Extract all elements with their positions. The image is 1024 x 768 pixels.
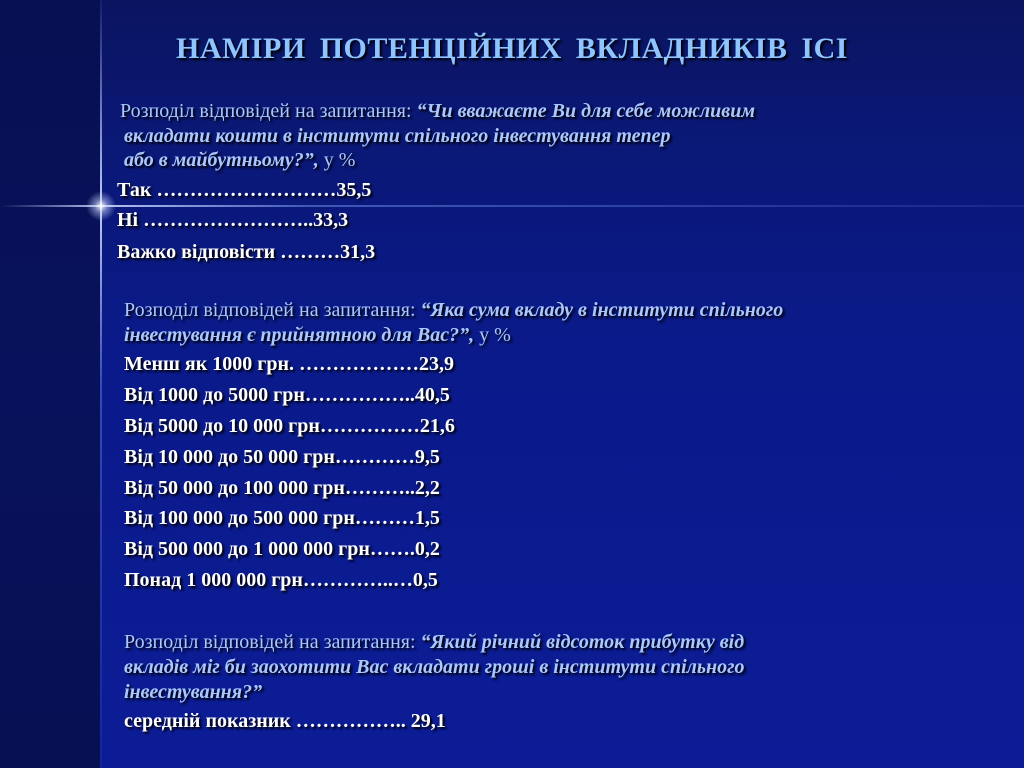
- question3-text-part3: інвестування?”: [124, 681, 263, 703]
- question2-answer-4: Від 50 000 до 100 000 грн………..2,2: [124, 477, 440, 499]
- question3-line2: [124, 655, 745, 679]
- question1-text-part3: або в майбутньому?”,: [124, 149, 319, 171]
- left-band-decoration: [0, 0, 100, 768]
- question2-line2: [124, 323, 511, 347]
- question2-text-part1: “Яка сума вкладу в інститути спільного: [420, 299, 784, 321]
- question2-text-part2: інвестування є прийнятною для Вас?”,: [124, 324, 475, 346]
- question1-unit: у %: [318, 149, 356, 171]
- question2-answer-3: Від 10 000 до 50 000 грн…………9,5: [124, 446, 440, 468]
- question1-answer-no: Ні ……………………..33,3: [117, 209, 349, 231]
- vertical-line-decoration: [100, 0, 102, 768]
- question2-answer-2: Від 5000 до 10 000 грн……………21,6: [124, 415, 455, 437]
- question1-answer-yes: Так ………………………35,5: [117, 179, 372, 201]
- question2-answer-6: Від 500 000 до 1 000 000 грн…….0,2: [124, 538, 440, 560]
- question3-answer-average: середній показник …………….. 29,1: [124, 710, 446, 732]
- question1-label: Розподіл відповідей на запитання:: [120, 100, 417, 122]
- question2-answer-7: Понад 1 000 000 грн…………..…0,5: [124, 569, 438, 591]
- question2-unit: у %: [474, 324, 511, 346]
- question3-label: Розподіл відповідей на запитання:: [124, 631, 421, 653]
- question1-line2: [124, 124, 671, 148]
- question2-line1: [124, 298, 783, 322]
- question1-text-part1: “Чи вважаєте Ви для себе можливим: [416, 100, 756, 122]
- question1-answer-hard-to-say: Важко відповісти ………31,3: [117, 241, 376, 263]
- question3-line1: [124, 630, 744, 654]
- question1-line1: [120, 99, 755, 123]
- question2-answer-0: Менш як 1000 грн. ………………23,9: [124, 353, 454, 375]
- question2-answer-1: Від 1000 до 5000 грн……………..40,5: [124, 384, 450, 406]
- sparkle-decoration: [86, 191, 116, 221]
- question3-text-part2: вкладів міг би заохотити Вас вкладати гроші в інститути спільного: [124, 656, 745, 678]
- question2-answer-5: Від 100 000 до 500 000 грн………1,5: [124, 507, 440, 529]
- question3-text-part1: “Який річний відсоток прибутку від: [420, 631, 745, 653]
- horizontal-line-decoration: [0, 205, 1024, 207]
- slide-title: НАМІРИ ПОТЕНЦІЙНИХ ВКЛАДНИКІВ ІСІ: [176, 32, 848, 65]
- question2-label: Розподіл відповідей на запитання:: [124, 299, 421, 321]
- question3-line3: [124, 680, 262, 704]
- question1-text-part2: вкладати кошти в інститути спільного інвестування тепер: [124, 125, 671, 147]
- question1-line3: [124, 148, 355, 172]
